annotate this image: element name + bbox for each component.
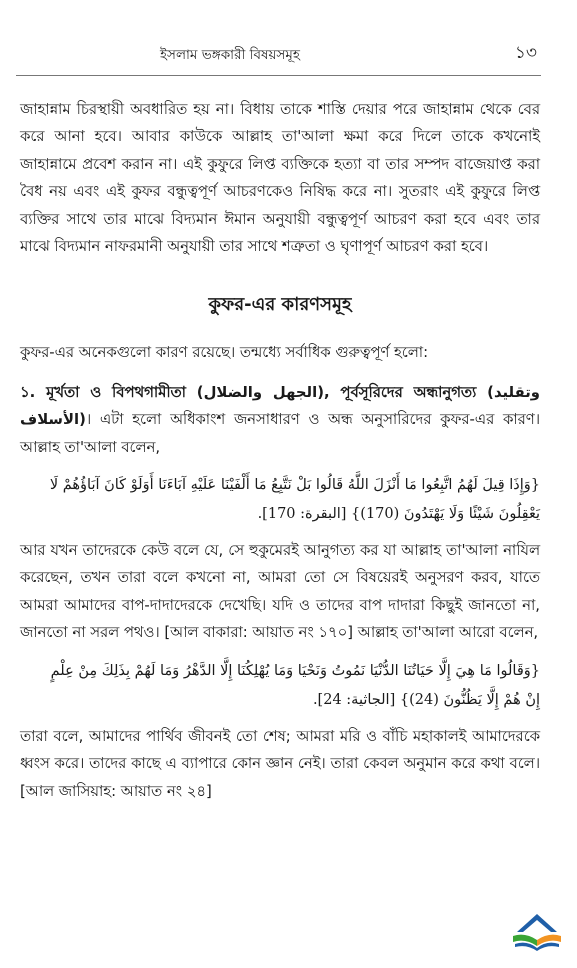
paragraph-continuation: জাহান্নাম চিরস্থায়ী অবধারিত হয় না। বিধায় তাকে শাস্তি দেয়ার পরে জাহান্নাম থেকে বের করে আনা হবে। আবার কাউকে আল্লাহ তা'আলা ক্ষমা করে দিলে তাকে কখনোই জাহান্নামে প্রবেশ করান না। এই কুফুরে লিপ্ত ব্যক্তিকে হত্যা বা তার সম্পদ বাজেয়াপ্ত করা বৈধ নয় এবং এই কুফর বন্ধুত্বপূর্ণ আচরণকেও নিষিদ্ধ করে না। সুতরাং এই কুফুরে লিপ্ত ব্যক্তির সাথে তার মাঝে বিদ্যমান ঈমান অনুযায়ী বন্ধুত্বপূর্ণ আচরণ করা হবে এবং তার মাঝে বিদ্যমান নাফরমানী অনুযায়ী তার সাথে শত্রুতা ও ঘৃণাপূর্ণ আচরণ করা হবে। [20, 101, 540, 256]
intro-paragraph: কুফর-এর অনেকগুলো কারণ রয়েছে। তন্মধ্যে সর্বাধিক গুরুত্বপূর্ণ হলো: [20, 344, 429, 362]
point-1 [20, 379, 540, 461]
running-title: ইসলাম ভঙ্গকারী বিষয়সমূহ [160, 47, 300, 63]
quran-verse-2 [20, 657, 540, 715]
logo-roof [517, 914, 557, 932]
quran-verse-1-line2: يَعْقِلُونَ شَيْئًا وَلَا يَهْتَدُونَ (170)} [البقرة: 170]. [257, 506, 540, 523]
publisher-logo-icon [507, 904, 567, 954]
page-header [0, 40, 577, 70]
section-heading: কুফর-এর কারণসমূহ [208, 294, 352, 316]
point-1-text: । এটা হলো অধিকাংশ জনসাধারণ ও অন্ধ অনুসারিদের কুফর-এর কারণ। আল্লাহ তা'আলা বলেন, [20, 411, 540, 456]
quran-verse-2-line1: {وَقَالُوا مَا هِيَ إِلَّا حَيَاتُنَا الدُّنْيَا نَمُوتُ وَنَحْيَا وَمَا يُهْلِكُنَا إِلَّا الدَّهْرُ وَمَا لَهُمْ بِذَلِكَ مِنْ عِلْمٍ [50, 662, 540, 679]
quran-verse-2-line2: إِنْ هُمْ إِلَّا يَظُنُّونَ (24)} [الجاثية: 24]. [312, 691, 540, 708]
header-rule [16, 75, 541, 76]
translation-2: তারা বলে, আমাদের পার্থিব জীবনই তো শেষ; আমরা মরি ও বাঁচি মহাকালই আমাদেরকে ধ্বংস করে। তাদের কাছে এ ব্যাপারে কোন জ্ঞান নেই। তারা কেবল অনুমান করে কথা বলে। [আল জাসিয়াহ: আয়াত নং ২৪] [20, 727, 540, 800]
translation-1: আর যখন তাদেরকে কেউ বলে যে, সে হুকুমেরই আনুগত্য কর যা আল্লাহ তা'আলা নাযিল করেছেন, তখন তারা বলে কখনো না, আমরা তো সে বিষয়েরই অনুসরণ করব, যাতে আমরা আমাদের বাপ-দাদাদেরকে দেখেছি। যদি ও তাদের বাপ দাদারা কিছুই জানতো না, জানতো না সরল পথও। [আল বাকারা: আয়াত নং ১৭০] আল্লাহ তা'আলা আরো বলেন, [20, 542, 540, 642]
quran-verse-1-line1: {وَإِذَا قِيلَ لَهُمُ اتَّبِعُوا مَا أَنْزَلَ اللَّهُ قَالُوا بَلْ نَتَّبِعُ مَا أَلْفَيْنَا عَلَيْهِ آبَاءَنَا أَوَلَوْ كَانَ آبَاؤُهُمْ لَا [49, 477, 540, 494]
point-1-lead: ১. মূর্খতা ও বিপথগামীতা (الجهل والضلال), পূর্বসূরিদের অন্ধানুগত্য (وتقليد الأسلاف) [20, 383, 540, 429]
page-content [20, 96, 540, 805]
quran-verse-1 [20, 471, 540, 529]
page-number: ১৩ [514, 43, 537, 63]
